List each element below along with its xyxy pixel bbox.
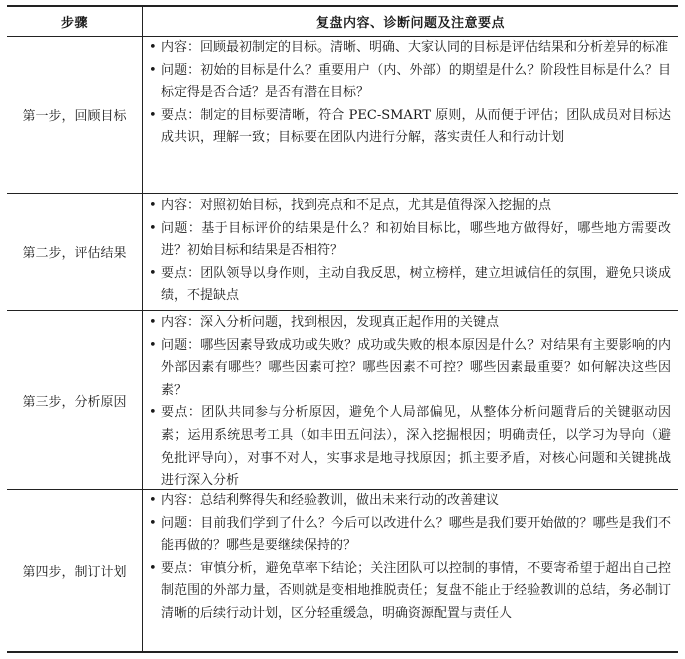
review-steps-table (7, 5, 678, 653)
list-item: • 问题：哪些因素导致成功或失败？成功或失败的根本原因是什么？对结果有主要影响的内外部因素有哪些？哪些因素可控？哪些因素不可控？哪些因素最重要？如何解决这些因素？ (149, 337, 671, 398)
step-2-content (149, 195, 671, 308)
list-item: • 内容：总结利弊得失和经验教训，做出未来行动的改善建议 (149, 493, 500, 508)
list-item: • 内容：深入分析问题，找到根因，发现真正起作用的关键点 (149, 315, 500, 330)
list-item: • 内容：回顾最初制定的目标。清晰、明确、大家认同的目标是评估结果和分析差异的标准 (149, 40, 669, 55)
list-item: • 要点：审慎分析，避免草率下结论；关注团队可以控制的事情，不要寄希望于超出自己控制范围的外部力量，否则就是变相地推脱责任；复盘不能止于经验教训的总结，务必制订清晰的后续行动计划，区分轻重缓急，明确资源配置与责任人 (149, 560, 671, 621)
step-4-content (149, 490, 671, 626)
table-bottom-border (7, 651, 678, 653)
list-item: • 要点：制定的目标要清晰，符合 PEC-SMART 原则，从而便于评估；团队成员对目标达成共识，理解一致；目标要在团队内进行分解，落实责任人和行动计划 (149, 107, 671, 146)
list-item: • 内容：对照初始目标，找到亮点和不足点，尤其是值得深入挖掘的点 (149, 198, 552, 213)
step-3-content (149, 312, 671, 493)
step-4-label: 第四步，制订计划 (22, 564, 127, 580)
list-item: • 要点：团队领导以身作则，主动自我反思，树立榜样，建立坦诚信任的氛围，避免只谈成绩，不提缺点 (149, 265, 671, 304)
step-1-label: 第一步，回顾目标 (22, 108, 127, 124)
step-2-label: 第二步，评估结果 (22, 246, 127, 261)
step-1-content (149, 37, 671, 150)
header-step: 步骤 (60, 15, 88, 31)
list-item: • 问题：基于目标评价的结果是什么？和初始目标比，哪些地方做得好，哪些地方需要改进？初始目标和结果是否相符？ (149, 220, 671, 259)
list-item: • 要点：团队共同参与分析原因，避免个人局部偏见，从整体分析问题背后的关键驱动因素；运用系统思考工具（如丰田五问法），深入挖掘根因；明确责任，以学习为导向（避免批评导向），对事不对人，实事求是地寻找原因；抓主要矛盾，对核心问题和关键挑战进行深入分析 (149, 405, 671, 489)
list-item: • 问题：初始的目标是什么？重要用户（内、外部）的期望是什么？阶段性目标是什么？目标定得是否合适？是否有潜在目标？ (149, 62, 671, 101)
list-item: • 问题：目前我们学到了什么？今后可以改进什么？哪些是我们要开始做的？哪些是我们不能再做的？哪些是要继续保持的？ (149, 515, 671, 554)
header-content: 复盘内容、诊断问题及注意要点 (315, 15, 505, 31)
column-divider (142, 5, 143, 653)
step-3-label: 第三步，分析原因 (22, 394, 127, 410)
